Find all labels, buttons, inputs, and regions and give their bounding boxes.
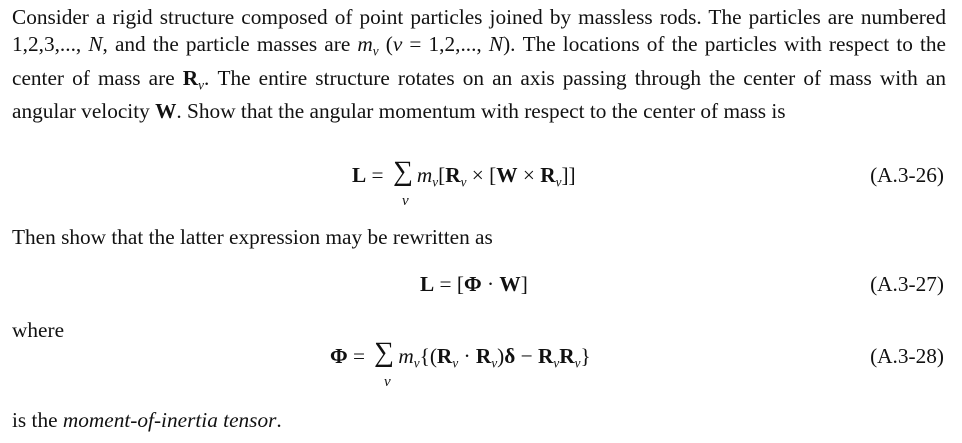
closing-sentence bbox=[12, 408, 282, 433]
equation-a3-28: $\Phi = m_\nu\{(R_\nu \cdot R_\nu)\delta - R_\nu R_\nu\}$ bbox=[330, 344, 591, 371]
where-text: where bbox=[12, 318, 65, 342]
summation-index: ν bbox=[402, 193, 409, 209]
equation-a3-26: $L = m_\nu[R_\nu \times [W \times R_\nu]]$ bbox=[352, 163, 576, 190]
equation-a3-27: L = [Φ · W] bbox=[420, 272, 528, 296]
equation-number: (A.3-28) bbox=[870, 344, 944, 368]
closing-prefix: is the bbox=[12, 408, 63, 432]
then-show-text: Then show that the latter expression may be rewritten as bbox=[12, 225, 493, 249]
summation-symbol: ∑ bbox=[374, 337, 394, 368]
problem-paragraph: Consider a rigid structure composed of point particles joined by massless rods. The particles are numbered 1,2,3,..., N, and the particle masses are $m_\nu$ (ν = 1,2,..., N). The locations of the particles with respect to the center of mass are $R_\nu$. The entire structure rotates on an axis passing through the center of mass with an angular velocity W. Show that the angular momentum with respect to the center of mass is bbox=[12, 5, 946, 124]
summation-symbol: ∑ bbox=[393, 156, 413, 187]
equation-number: (A.3-27) bbox=[870, 272, 944, 296]
equation-number: (A.3-26) bbox=[870, 163, 944, 187]
summation-index: ν bbox=[384, 374, 391, 390]
defined-term: moment-of-inertia tensor bbox=[62, 408, 277, 432]
closing-suffix: . bbox=[276, 408, 282, 432]
